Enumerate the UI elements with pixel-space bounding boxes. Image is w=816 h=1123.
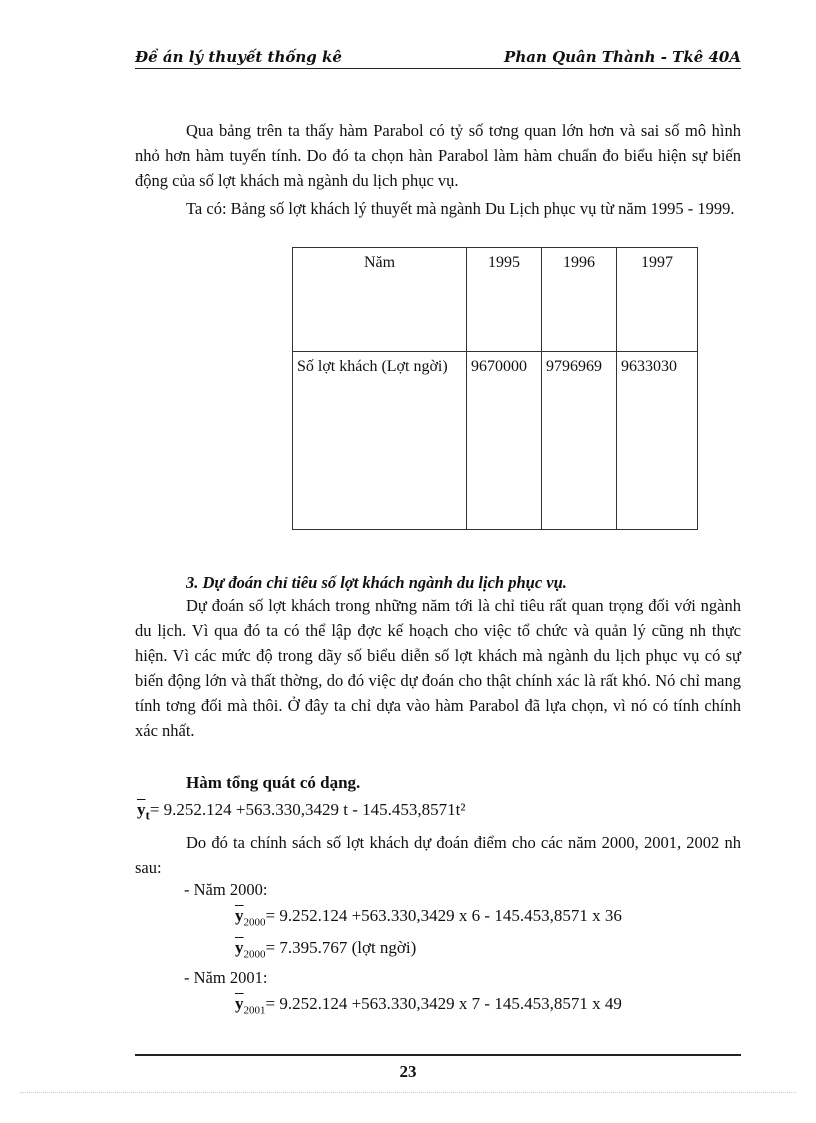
y-bar-symbol: $\overline{y}$ [235,906,244,925]
table-cell: 1995 [467,248,542,352]
formula-subscript: 2001 [243,1004,266,1017]
header-left: Đề án lý thuyết thống kê [135,48,342,66]
table-cell: 9670000 [467,352,542,530]
formula-rhs: = 9.252.124 +563.330,3429 x 7 - 145.453,8571 x 49 [265,994,622,1013]
formula-2000-a [235,906,622,928]
section-heading: 3. Dự đoán chỉ tiêu số lợt khách ngành du lịch phục vụ. [186,573,567,592]
paragraph-1: Qua bảng trên ta thấy hàm Parabol có tỷ số tơng quan lớn hơn và sai số mô hình nhỏ hơn hàm tuyến tính. Do đó ta chọn hàn Parabol làm hàm chuẩn đo biểu hiện sự biến động của số lợt khách mà ngành du lịch phục vụ. [135,121,741,190]
page-number: 23 [399,1062,417,1081]
table-cell: Số lợt khách (Lợt ngời) [293,352,467,530]
table-row [293,352,698,530]
visitor-table [292,247,698,530]
formula-rhs: = 9.252.124 +563.330,3429 t - 145.453,8571t² [149,800,466,819]
paragraph-3: Dự đoán số lợt khách trong những năm tới là chỉ tiêu rất quan trọng đối với ngành du lịch. Vì qua đó ta có thể lập đợc kế hoạch cho việc tổ chức và quản lý cũng nh thực hiện. Vì các mức độ trong dãy số biểu diễn số lợt khách mà ngành du lịch phục vụ có sự biến động lớn và thất thờng, do đó việc dự đoán cho thật chính xác là rất khó. Nó chỉ mang tính tơng đối mà thôi. Ở đây ta chỉ dựa vào hàm Parabol đã lựa chọn, vì nó có tính chính xác nhất. [135,596,741,740]
formula-subscript: 2000 [243,916,266,929]
paragraph-4: Do đó ta chính sách số lợt khách dự đoán điểm cho các năm 2000, 2001, 2002 nh sau: [135,833,741,877]
y-bar-symbol: $\overline{y}$ [235,994,244,1013]
table-cell: Năm [293,248,467,352]
paragraph-2: Ta có: Bảng số lợt khách lý thuyết mà ngành Du Lịch phục vụ từ năm 1995 - 1999. [186,199,735,218]
year-2000-label: - Năm 2000: [184,880,268,899]
header-right: Phan Quân Thành - Tkê 40A [504,48,741,66]
page-header [135,48,741,69]
formula-rhs: = 9.252.124 +563.330,3429 x 6 - 145.453,8571 x 36 [265,906,622,925]
footer-divider [135,1054,741,1056]
y-bar-symbol: $\overline{y}$ [137,800,146,819]
y-bar-symbol: $\overline{y}$ [235,938,244,957]
table-cell: 9633030 [617,352,698,530]
formula-subscript: t [145,807,150,823]
formula-subscript: 2000 [243,948,266,961]
formula-2001-a [235,994,622,1016]
table-cell: 9796969 [542,352,617,530]
year-2001-label: - Năm 2001: [184,968,268,987]
table-header-row [293,248,698,352]
table-cell: 1996 [542,248,617,352]
page-edge-dots [20,1092,796,1093]
formula-rhs: = 7.395.767 (lợt ngời) [265,938,417,957]
general-formula-title: Hàm tổng quát có dạng. [186,773,361,792]
formula-2000-b [235,938,416,960]
table-cell: 1997 [617,248,698,352]
general-formula [137,800,465,823]
